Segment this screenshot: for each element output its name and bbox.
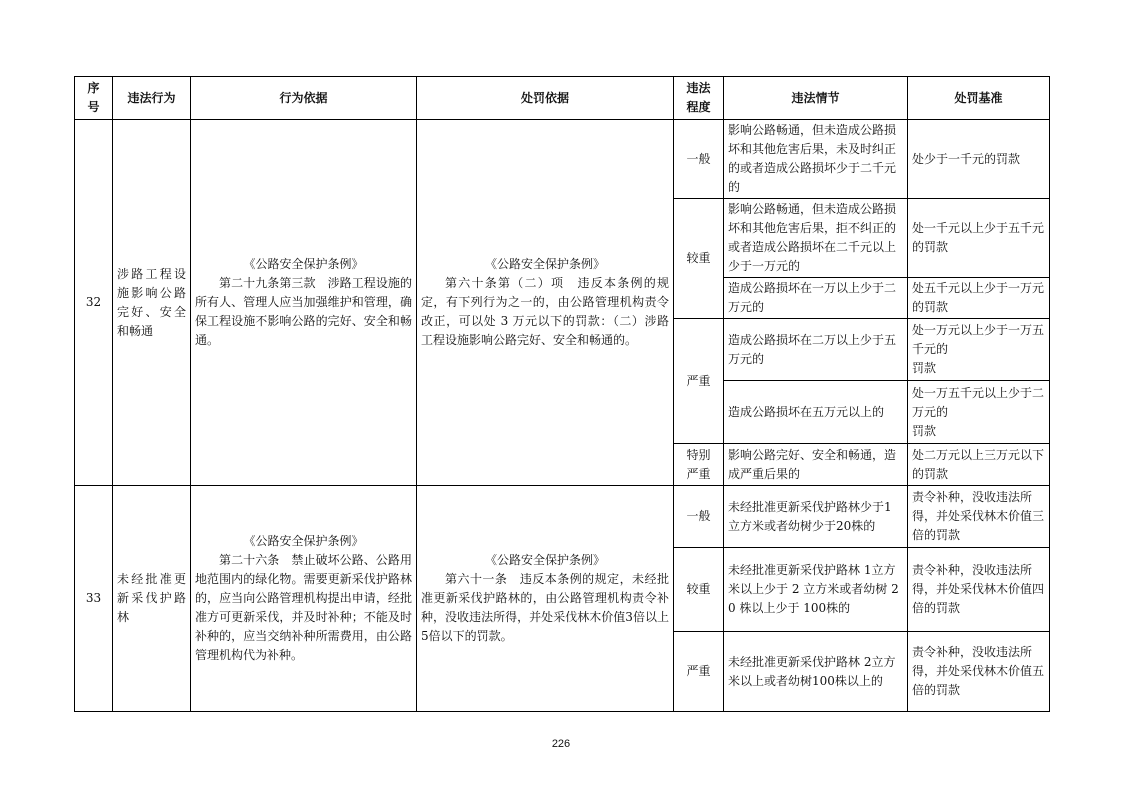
degree: 严重 — [674, 319, 724, 444]
violation-act: 未经批准更新采伐护路林 — [113, 486, 191, 712]
header-act: 违法行为 — [113, 77, 191, 120]
header-no: 序 号 — [75, 77, 113, 120]
penalty-basis-title: 《公路安全保护条例》 — [484, 553, 605, 567]
penalty-table — [74, 76, 1050, 712]
violation-act: 涉路工程设施影响公路完好、安全和畅通 — [113, 120, 191, 486]
circumstance: 造成公路损坏在一万以上少于二万元的 — [724, 278, 908, 319]
act-basis-text: 第二十六条 禁止破坏公路、公路用地范围内的绿化物。需要更新采伐护路林的，应当向公路管理机构提出申请，经批准方可更新采伐，并及时补种；不能及时补种的，应当交纳补种所需费用，由公路管理机构代为补种。 — [195, 553, 412, 662]
circumstance: 未经批准更新采伐护路林 2立方米以上或者幼树100株以上的 — [724, 632, 908, 712]
standard: 处一万五千元以上少于二万元的 罚款 — [908, 381, 1050, 444]
standard: 责令补种，没收违法所得，并处采伐林木价值三倍的罚款 — [908, 486, 1050, 548]
penalty-basis-title: 《公路安全保护条例》 — [484, 257, 605, 271]
header-penalty-basis: 处罚依据 — [417, 77, 674, 120]
degree: 一般 — [674, 120, 724, 199]
standard: 处少于一千元的罚款 — [908, 120, 1050, 199]
standard: 处一万元以上少于一万五千元的 罚款 — [908, 319, 1050, 381]
circumstance: 未经批准更新采伐护路林 1立方米以上少于 2 立方米或者幼树 20 株以上少于 100株的 — [724, 548, 908, 632]
penalty-basis-text: 第六十条第（二）项 违反本条例的规定，有下列行为之一的，由公路管理机构责令改正，可以处 3 万元以下的罚款：（二）涉路工程设施影响公路完好、安全和畅通的。 — [421, 276, 669, 347]
act-basis-cell — [191, 120, 417, 486]
circumstance: 造成公路损坏在五万元以上的 — [724, 381, 908, 444]
standard: 责令补种，没收违法所得，并处采伐林木价值四倍的罚款 — [908, 548, 1050, 632]
degree: 特别 严重 — [674, 444, 724, 486]
table-row — [75, 486, 1050, 548]
degree: 较重 — [674, 199, 724, 319]
act-basis-text: 第二十九条第三款 涉路工程设施的所有人、管理人应当加强维护和管理，确保工程设施不影响公路的完好、安全和畅通。 — [195, 276, 412, 347]
circumstance: 影响公路畅通，但未造成公路损坏和其他危害后果，拒不纠正的或者造成公路损坏在二千元以上少于一万元的 — [724, 199, 908, 278]
act-basis-cell — [191, 486, 417, 712]
circumstance: 影响公路完好、安全和畅通，造成严重后果的 — [724, 444, 908, 486]
penalty-basis-cell — [417, 120, 674, 486]
header-degree: 违法 程度 — [674, 77, 724, 120]
penalty-basis-text: 第六十一条 违反本条例的规定，未经批准更新采伐护路林的，由公路管理机构责令补种，没收违法所得，并处采伐林木价值3倍以上5倍以下的罚款。 — [421, 572, 669, 643]
circumstance: 未经批准更新采伐护路林少于1立方米或者幼树少于20株的 — [724, 486, 908, 548]
degree: 较重 — [674, 548, 724, 632]
standard: 处五千元以上少于一万元的罚款 — [908, 278, 1050, 319]
header-standard: 处罚基准 — [908, 77, 1050, 120]
standard: 责令补种，没收违法所得，并处采伐林木价值五倍的罚款 — [908, 632, 1050, 712]
act-basis-title: 《公路安全保护条例》 — [243, 534, 364, 548]
circumstance: 造成公路损坏在二万以上少于五万元的 — [724, 319, 908, 381]
degree: 一般 — [674, 486, 724, 548]
header-row — [75, 77, 1050, 120]
table-row — [75, 120, 1050, 199]
standard: 处二万元以上三万元以下的罚款 — [908, 444, 1050, 486]
act-basis-title: 《公路安全保护条例》 — [243, 257, 364, 271]
page-number: 226 — [551, 738, 571, 750]
penalty-basis-cell — [417, 486, 674, 712]
row-number: 32 — [75, 120, 113, 486]
standard: 处一千元以上少于五千元的罚款 — [908, 199, 1050, 278]
header-basis: 行为依据 — [191, 77, 417, 120]
degree: 严重 — [674, 632, 724, 712]
header-circumstance: 违法情节 — [724, 77, 908, 120]
row-number: 33 — [75, 486, 113, 712]
circumstance: 影响公路畅通，但未造成公路损坏和其他危害后果，未及时纠正的或者造成公路损坏少于二千元的 — [724, 120, 908, 199]
